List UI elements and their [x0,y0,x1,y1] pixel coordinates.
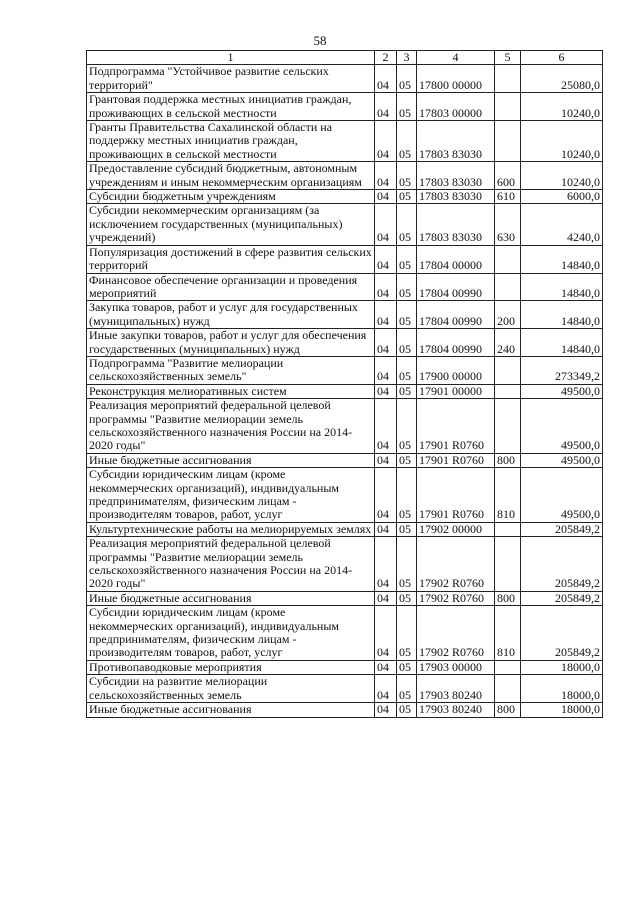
row-section: 04 [375,660,397,674]
row-name: Гранты Правительства Сахалинской области на поддержку местных инициатив граждан, проживающих в сельской местности [87,121,375,162]
row-amount: 4240,0 [521,204,603,245]
table-row [87,522,603,536]
row-section: 04 [375,162,397,190]
row-name: Предоставление субсидий бюджетным, автономным учреждениям и иным некоммерческим организациям [87,162,375,190]
row-subsection: 05 [397,190,417,204]
row-section: 04 [375,537,397,592]
row-expense-type [495,675,521,703]
row-name: Иные закупки товаров, работ и услуг для обеспечения государственных (муниципальных) нужд [87,329,375,357]
row-name: Субсидии юридическим лицам (кроме некоммерческих организаций), индивидуальным предпринимателям, физическим лицам - производителям товаров, работ, услуг [87,468,375,523]
table-row [87,204,603,245]
row-amount: 14840,0 [521,245,603,273]
row-section: 04 [375,399,397,454]
row-expense-type [495,399,521,454]
header-col-6: 6 [521,51,603,65]
row-target-code: 17803 00000 [417,93,495,121]
row-amount: 18000,0 [521,660,603,674]
row-target-code: 17804 00000 [417,245,495,273]
row-subsection: 05 [397,591,417,605]
row-name: Противопаводковые мероприятия [87,660,375,674]
table-row [87,660,603,674]
row-subsection: 05 [397,453,417,467]
row-expense-type [495,245,521,273]
row-section: 04 [375,356,397,384]
table-row [87,65,603,93]
row-name: Реализация мероприятий федеральной целевой программы "Развитие мелиорации земель сельскохозяйственного назначения России на 2014-2020 годы" [87,399,375,454]
row-amount: 10240,0 [521,121,603,162]
row-subsection: 05 [397,162,417,190]
row-name: Реализация мероприятий федеральной целевой программы "Развитие мелиорации земель сельскохозяйственного назначения России на 2014-2020 годы" [87,537,375,592]
row-expense-type: 630 [495,204,521,245]
header-col-1: 1 [87,51,375,65]
row-subsection: 05 [397,356,417,384]
row-amount: 205849,2 [521,522,603,536]
row-expense-type: 810 [495,606,521,661]
row-name: Субсидии некоммерческим организациям (за исключением государственных (муниципальных) учреждений) [87,204,375,245]
row-name: Закупка товаров, работ и услуг для государственных (муниципальных) нужд [87,301,375,329]
row-amount: 18000,0 [521,675,603,703]
row-target-code: 17903 80240 [417,703,495,717]
row-target-code: 17901 R0760 [417,453,495,467]
row-amount: 205849,2 [521,591,603,605]
row-target-code: 17901 R0760 [417,468,495,523]
row-amount: 25080,0 [521,65,603,93]
row-section: 04 [375,675,397,703]
table-row [87,162,603,190]
header-col-4: 4 [417,51,495,65]
row-expense-type: 810 [495,468,521,523]
table-row [87,399,603,454]
row-name: Субсидии юридическим лицам (кроме некоммерческих организаций), индивидуальным предпринимателям, физическим лицам - производителям товаров, работ, услуг [87,606,375,661]
table-row [87,606,603,661]
row-section: 04 [375,703,397,717]
row-subsection: 05 [397,522,417,536]
row-target-code: 17901 00000 [417,384,495,398]
row-subsection: 05 [397,273,417,301]
row-subsection: 05 [397,606,417,661]
table-row [87,190,603,204]
row-section: 04 [375,273,397,301]
header-col-3: 3 [397,51,417,65]
row-target-code: 17902 R0760 [417,591,495,605]
row-target-code: 17803 83030 [417,204,495,245]
row-subsection: 05 [397,399,417,454]
row-section: 04 [375,121,397,162]
table-header [87,51,603,65]
row-name: Популяризация достижений в сфере развития сельских территорий [87,245,375,273]
table-row [87,384,603,398]
row-name: Финансовое обеспечение организации и проведения мероприятий [87,273,375,301]
row-target-code: 17800 00000 [417,65,495,93]
table-row [87,301,603,329]
table-row [87,93,603,121]
row-expense-type [495,537,521,592]
row-amount: 49500,0 [521,468,603,523]
budget-table [86,50,603,718]
header-col-2: 2 [375,51,397,65]
table-row [87,468,603,523]
row-amount: 14840,0 [521,329,603,357]
row-subsection: 05 [397,675,417,703]
row-amount: 49500,0 [521,453,603,467]
row-name: Грантовая поддержка местных инициатив граждан, проживающих в сельской местности [87,93,375,121]
table-row [87,591,603,605]
row-amount: 49500,0 [521,399,603,454]
row-target-code: 17803 83030 [417,162,495,190]
row-name: Реконструкция мелиоративных систем [87,384,375,398]
row-amount: 6000,0 [521,190,603,204]
row-expense-type: 800 [495,591,521,605]
row-section: 04 [375,190,397,204]
row-name: Иные бюджетные ассигнования [87,453,375,467]
row-expense-type: 800 [495,703,521,717]
row-expense-type [495,93,521,121]
row-subsection: 05 [397,329,417,357]
row-section: 04 [375,522,397,536]
row-name: Иные бюджетные ассигнования [87,703,375,717]
row-name: Субсидии на развитие мелиорации сельскохозяйственных земель [87,675,375,703]
table-row [87,245,603,273]
row-expense-type [495,356,521,384]
row-target-code: 17903 00000 [417,660,495,674]
row-target-code: 17804 00990 [417,301,495,329]
row-subsection: 05 [397,93,417,121]
row-section: 04 [375,93,397,121]
row-target-code: 17804 00990 [417,329,495,357]
row-subsection: 05 [397,468,417,523]
row-subsection: 05 [397,660,417,674]
row-subsection: 05 [397,65,417,93]
row-section: 04 [375,65,397,93]
row-subsection: 05 [397,537,417,592]
row-subsection: 05 [397,301,417,329]
row-amount: 273349,2 [521,356,603,384]
row-target-code: 17803 83030 [417,121,495,162]
table-row [87,703,603,717]
row-subsection: 05 [397,121,417,162]
table-body [87,65,603,717]
row-target-code: 17902 00000 [417,522,495,536]
row-expense-type: 800 [495,453,521,467]
row-expense-type [495,65,521,93]
table-row [87,273,603,301]
row-section: 04 [375,329,397,357]
row-target-code: 17803 83030 [417,190,495,204]
row-section: 04 [375,468,397,523]
row-section: 04 [375,301,397,329]
row-name: Подпрограмма "Устойчивое развитие сельских территорий" [87,65,375,93]
row-expense-type [495,384,521,398]
header-col-5: 5 [495,51,521,65]
row-expense-type: 240 [495,329,521,357]
row-expense-type: 200 [495,301,521,329]
row-expense-type [495,522,521,536]
row-amount: 10240,0 [521,93,603,121]
row-section: 04 [375,453,397,467]
row-name: Подпрограмма "Развитие мелиорации сельскохозяйственных земель" [87,356,375,384]
row-amount: 49500,0 [521,384,603,398]
row-amount: 18000,0 [521,703,603,717]
row-section: 04 [375,606,397,661]
row-target-code: 17902 R0760 [417,606,495,661]
row-target-code: 17901 R0760 [417,399,495,454]
table-row [87,453,603,467]
row-section: 04 [375,591,397,605]
row-amount: 10240,0 [521,162,603,190]
table-row [87,356,603,384]
row-section: 04 [375,384,397,398]
row-name: Культуртехнические работы на мелиорируемых землях [87,522,375,536]
row-subsection: 05 [397,204,417,245]
row-expense-type: 600 [495,162,521,190]
row-amount: 205849,2 [521,537,603,592]
row-name: Субсидии бюджетным учреждениям [87,190,375,204]
row-amount: 205849,2 [521,606,603,661]
row-expense-type [495,660,521,674]
row-subsection: 05 [397,245,417,273]
row-expense-type [495,121,521,162]
row-section: 04 [375,204,397,245]
row-subsection: 05 [397,703,417,717]
row-expense-type: 610 [495,190,521,204]
table-row [87,537,603,592]
row-expense-type [495,273,521,301]
page-number: 58 [313,33,327,48]
table-row [87,121,603,162]
table-row [87,329,603,357]
row-target-code: 17902 R0760 [417,537,495,592]
header-row [87,51,603,65]
row-name: Иные бюджетные ассигнования [87,591,375,605]
row-subsection: 05 [397,384,417,398]
row-target-code: 17804 00990 [417,273,495,301]
table-row [87,675,603,703]
row-section: 04 [375,245,397,273]
row-amount: 14840,0 [521,301,603,329]
row-amount: 14840,0 [521,273,603,301]
row-target-code: 17903 80240 [417,675,495,703]
row-target-code: 17900 00000 [417,356,495,384]
